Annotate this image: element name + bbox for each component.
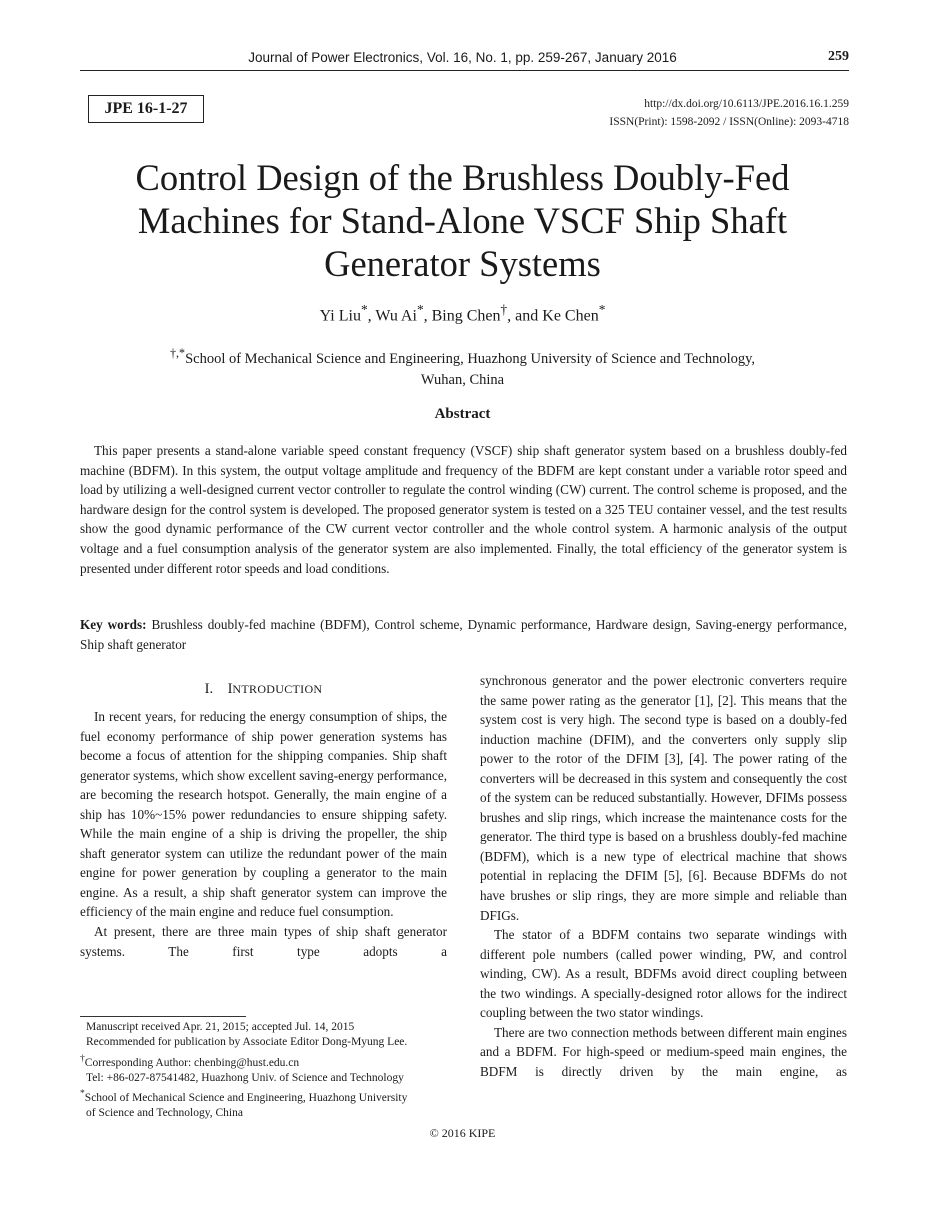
footnote-received: Manuscript received Apr. 21, 2015; accepted Jul. 14, 2015 [86,1021,355,1033]
footnote-school-2: of Science and Technology, China [86,1107,243,1120]
keywords-text: Brushless doubly-fed machine (BDFM), Control scheme, Dynamic performance, Hardware design, Saving-energy performance, Ship shaft generator [80,617,847,652]
jpe-id-box: JPE 16-1-27 [88,95,204,123]
footnote-rule [80,1016,246,1017]
copyright: © 2016 KIPE [429,1126,496,1140]
footnote-recommended: Recommended for publication by Associate Editor Dong-Myung Lee. [86,1036,408,1049]
author-list [0,302,925,325]
author-mark: * [360,302,368,317]
footnote-corresponding: Corresponding Author: chenbing@hust.edu.cn [84,1056,300,1069]
abstract-text: This paper presents a stand-alone variable speed constant frequency (VSCF) ship shaft generator system based on a brushless doubly-fed machine (BDFM). In this system, the output voltage amplitude and frequency of the BDFM are kept constant under a variable rotor speed and load by utilizing a well-designed current vector controller to regulate the control winding (CW) current. The control scheme is proposed, and the hardware design for the control system is developed. The proposed generator system is tested on a 325 TEU container vessel, and the test results show the good dynamic performance of the CW current vector controller and the whole control system. A harmonic analysis of the output voltage and a fuel consumption analysis of the generator system are also implemented. Finally, the total efficiency of the generator system is presented under different rotor speeds and load conditions. [80,443,847,576]
author-mark: * [598,302,606,317]
affiliation-line-1: School of Mechanical Science and Engineering, Huazhong University of Science and Technology, [185,350,756,367]
affiliation [100,343,825,391]
footnote-school-1: School of Mechanical Science and Engineering, Huazhong University [84,1091,408,1104]
abstract-heading: Abstract [434,406,491,422]
page-number: 259 [828,49,849,64]
author-name: , and Ke Chen [507,307,599,325]
title-line-3: Generator Systems [324,243,601,284]
section-heading [80,681,447,698]
header-rule [80,70,849,71]
section-initial: I [227,681,233,697]
section-title-rest: NTRODUCTION [232,682,323,696]
author-name: Yi Liu [319,307,361,325]
author-mark: * [416,302,424,317]
title-line-2: Machines for Stand-Alone VSCF Ship Shaft [137,200,788,241]
affiliation-line-2: Wuhan, China [420,371,505,388]
issn-text: ISSN(Print): 1598-2092 / ISSN(Online): 2093-4718 [609,116,849,128]
doi-block [609,95,849,131]
paper-title [0,156,925,285]
footnote-mark: * [80,1088,85,1100]
section-number: I. [204,681,214,697]
footnote-tel: Tel: +86-027-87541482, Huazhong Univ. of Science and Technology [86,1071,404,1084]
right-paragraph-2: The stator of a BDFM contains two separate windings with different pole numbers (called power winding, PW, and control winding, CW). As a result, BDFMs avoid direct coupling between the two windings. A specially-designed rotor allows for the indirect coupling between the two stator windings. [480,927,847,1021]
title-line-1: Control Design of the Brushless Doubly-Fed [135,157,790,198]
author-name: , Bing Chen [423,307,501,325]
right-column [480,671,847,1081]
left-paragraph-1: In recent years, for reducing the energy consumption of ships, the fuel economy performance of ship power generation systems has become a focus of attention for the shipping companies. Ship shaft generator systems, which show excellent saving-energy performance, are becoming the research hotspot. Generally, the main engine of a ship has 10%~15% power redundancies to ensure shipping safety. While the main engine of a ship is driving the propeller, the ship shaft generator system can utilize the redundant power of the main engine for power generation by coupling a generator to the main engine. As a result, a ship shaft generator system can improve the efficiency of the main engine and reduce fuel consumption. [80,709,447,920]
doi-link[interactable]: http://dx.doi.org/10.6113/JPE.2016.16.1.259 [644,98,849,110]
footnotes [80,1020,450,1121]
right-paragraph-3: There are two connection methods between different main engines and a BDFM. For high-speed or medium-speed main engines, the BDFM is directly driven by the main engine, as [480,1024,847,1079]
keywords [80,615,847,654]
footnote-mark: † [80,1052,85,1064]
author-name: , Wu Ai [367,307,417,325]
right-paragraph-1: synchronous generator and the power electronic converters require the same power rating as the generator [1], [2]. This means that the system cost is very high. The second type is based on a doubly-fed induction machine (DFIM), and the converters only supply slip power to the rotor of the DFIM [3], [4]. The power rating of the converters will be decreased in this system and consequently the cost of the system can be reduced substantially. However, DFIMs possess brushes and slip rings, which increase the maintenance costs for the generator. The third type is based on a brushless doubly-fed machine (BDFM), which is a new type of electrical machine that shows potential in replacing the DFIM [5], [6]. Because BDFMs do not have brushes or slip rings, they are more simple and reliable than DFIGs. [480,673,847,923]
affiliation-mark: †,* [169,346,186,360]
left-column [80,707,447,961]
author-mark: † [500,302,508,317]
left-paragraph-2: At present, there are three main types of ship shaft generator systems. The first type adopts a [80,924,447,959]
keywords-label: Key words: [80,617,147,632]
journal-header: Journal of Power Electronics, Vol. 16, No. 1, pp. 259-267, January 2016 [248,50,677,65]
